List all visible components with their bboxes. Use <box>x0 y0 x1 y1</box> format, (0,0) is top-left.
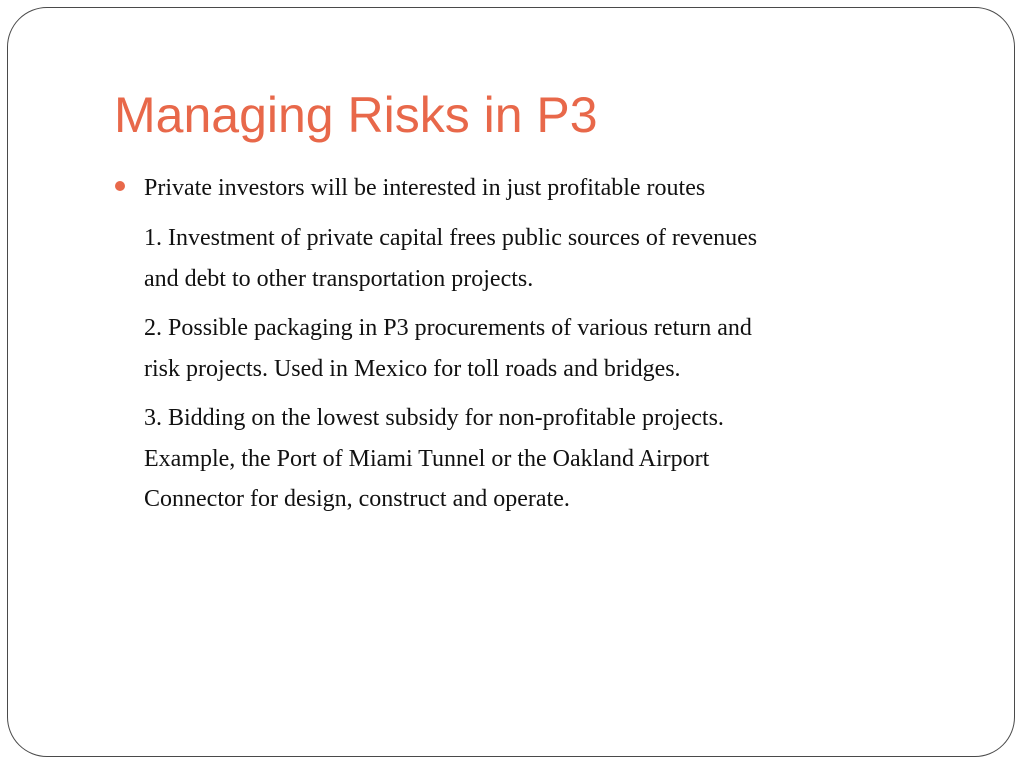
point-1-line-2: and debt to other transportation projects. <box>144 265 534 292</box>
point-3-line-1: 3. Bidding on the lowest subsidy for non-profitable projects. <box>144 405 724 431</box>
point-2 <box>144 308 944 389</box>
point-3 <box>144 398 944 520</box>
point-2-line-2: risk projects. Used in Mexico for toll roads and bridges. <box>144 355 681 382</box>
point-1 <box>144 218 944 299</box>
bullet-dot-icon <box>115 181 125 191</box>
point-2-line-1: 2. Possible packaging in P3 procurements of various return and <box>144 315 752 341</box>
slide-title: Managing Risks in P3 <box>114 87 598 143</box>
point-1-line-1: 1. Investment of private capital frees public sources of revenues <box>144 225 758 251</box>
point-3-line-2: Example, the Port of Miami Tunnel or the Oakland Airport <box>144 445 710 472</box>
point-3-line-3: Connector for design, construct and operate. <box>144 486 570 512</box>
bullet-text: Private investors will be interested in just profitable routes <box>144 175 706 201</box>
